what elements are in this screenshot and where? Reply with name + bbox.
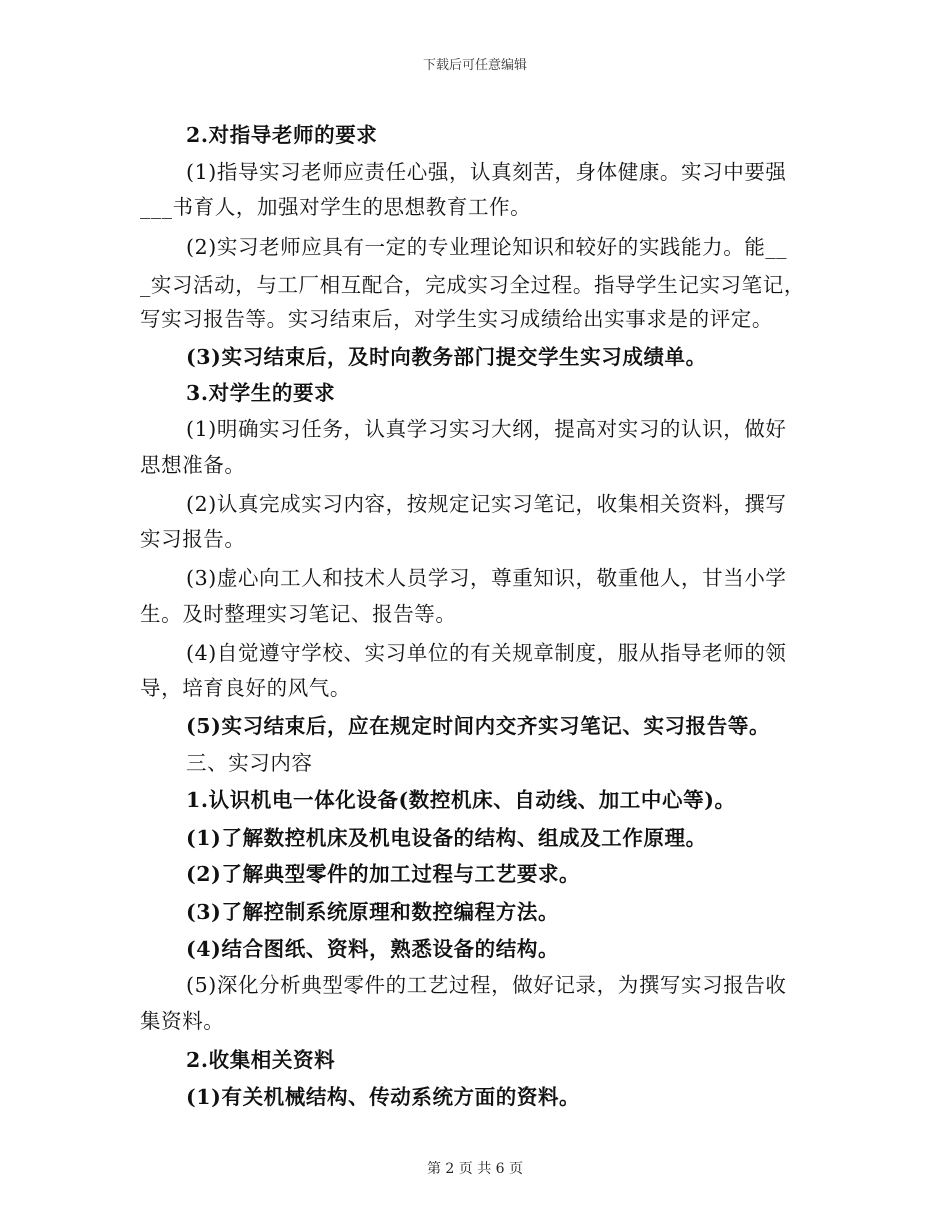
- paragraph-line: (1)了解数控机床及机电设备的结构、组成及工作原理。: [186, 826, 707, 850]
- paragraph-line: 1.认识机电一体化设备(数控机床、自动线、加工中心等)。: [186, 788, 736, 812]
- paragraph-line: 实习报告。: [140, 527, 246, 551]
- paragraph-line: 写实习报告等。实习结束后，对学生实习成绩给出实事求是的评定。: [140, 307, 773, 331]
- paragraph-line: (4)自觉遵守学校、实习单位的有关规章制度，服从指导老师的领: [186, 641, 787, 665]
- paragraph-line: (2)了解典型零件的加工过程与工艺要求。: [186, 862, 581, 886]
- paragraph-line: 3.对学生的要求: [186, 381, 336, 405]
- paragraph-line: 思想准备。: [140, 453, 246, 477]
- paragraph-line: 2.对指导老师的要求: [186, 123, 378, 147]
- paragraph-line: 生。及时整理实习笔记、报告等。: [140, 602, 457, 626]
- paragraph-line: 三、实习内容: [186, 751, 313, 775]
- paragraph-line: (2)实习老师应具有一定的专业理论知识和较好的实践能力。能__: [186, 235, 788, 259]
- paragraph-line: 集资料。: [140, 1009, 225, 1033]
- paragraph-line: (3)虚心向工人和技术人员学习，尊重知识，敬重他人，甘当小学: [186, 566, 787, 590]
- paragraph-line: (3)实习结束后，及时向教务部门提交学生实习成绩单。: [186, 345, 707, 369]
- paragraph-line: (5)深化分析典型零件的工艺过程，做好记录，为撰写实习报告收: [186, 973, 787, 997]
- paragraph-line: _实习活动，与工厂相互配合，完成实习全过程。指导学生记实习笔记，: [140, 273, 805, 297]
- paragraph-line: ___书育人，加强对学生的思想教育工作。: [140, 195, 532, 219]
- page-footer: 第 2 页 共 6 页: [426, 1161, 524, 1177]
- page-header-note: 下载后可任意编辑: [422, 58, 527, 73]
- paragraph-line: 导，培育良好的风气。: [140, 676, 351, 700]
- paragraph-line: (1)指导实习老师应责任心强，认真刻苦，身体健康。实习中要强: [186, 160, 787, 184]
- paragraph-line: (4)结合图纸、资料，熟悉设备的结构。: [186, 937, 560, 961]
- paragraph-line: 2.收集相关资料: [186, 1048, 336, 1072]
- paragraph-line: (1)明确实习任务，认真学习实习大纲，提高对实习的认识，做好: [186, 417, 787, 441]
- paragraph-line: (5)实习结束后，应在规定时间内交齐实习笔记、实习报告等。: [186, 714, 771, 738]
- paragraph-line: (1)有关机械结构、传动系统方面的资料。: [186, 1085, 581, 1109]
- paragraph-line: (3)了解控制系统原理和数控编程方法。: [186, 900, 560, 924]
- paragraph-line: (2)认真完成实习内容，按规定记实习笔记，收集相关资料，撰写: [186, 492, 787, 516]
